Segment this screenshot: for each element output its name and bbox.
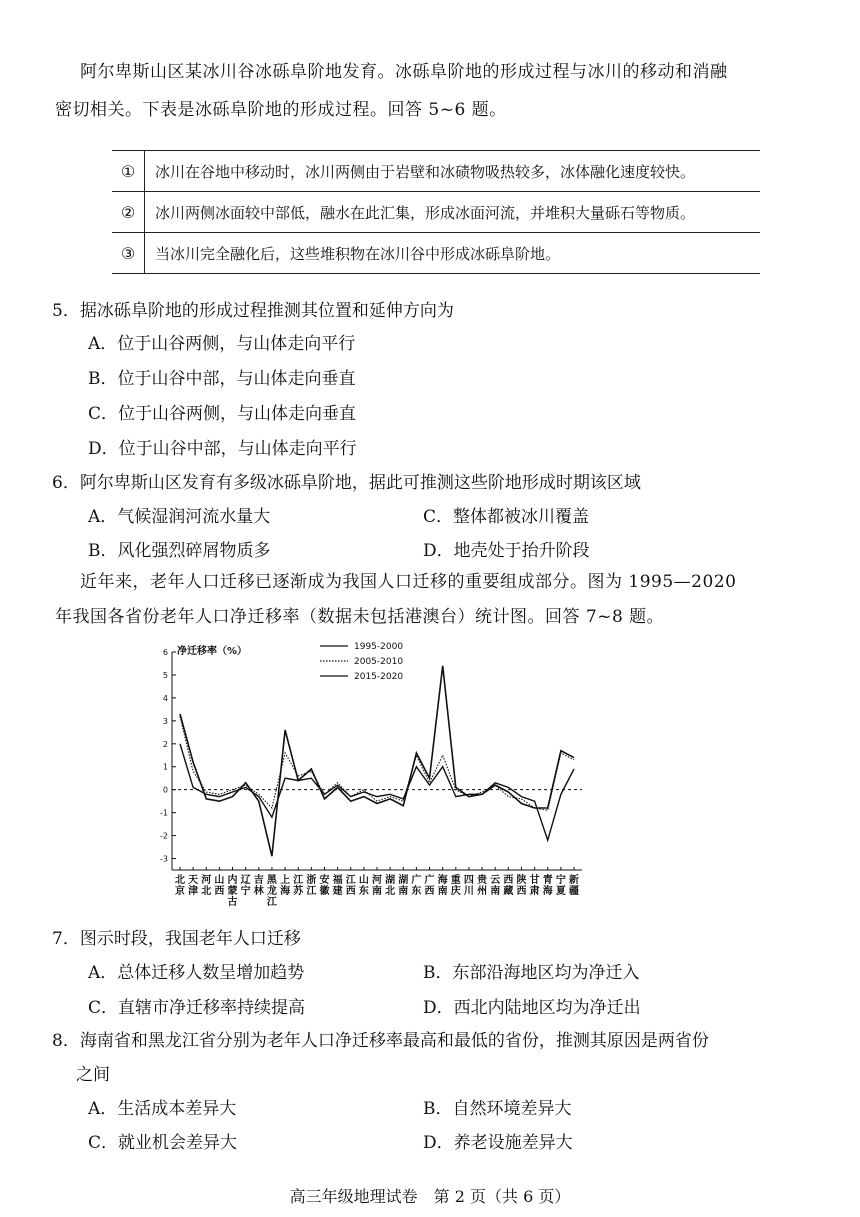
y-tick-label: -3 <box>160 854 168 864</box>
series-line-2015-2020 <box>180 666 574 856</box>
y-tick-label: 5 <box>162 670 168 680</box>
question-5-option-a: A．位于山谷两侧，与山体走向平行 <box>88 334 356 354</box>
intro-2-line-2: 年我国各省份老年人口净迁移率（数据未包括港澳台）统计图。回答 7~8 题。 <box>55 607 665 627</box>
intro-2-line-1-wrap <box>80 565 736 599</box>
question-7-option-d: D．西北内陆地区均为净迁出 <box>423 998 641 1018</box>
legend-entry: 1995-2000 <box>354 642 404 652</box>
category-label: 黑龙江 <box>266 875 277 908</box>
y-tick-label: 1 <box>162 762 168 772</box>
category-label: 海南 <box>437 875 448 897</box>
category-label: 上海 <box>280 875 291 897</box>
question-5-option-c: C．位于山谷两侧，与山体走向垂直 <box>88 404 357 424</box>
y-axis-label: 净迁移率（%） <box>177 646 248 657</box>
category-label: 河北 <box>201 875 212 897</box>
chart-category-labels <box>175 867 579 908</box>
chart-series <box>180 666 574 856</box>
question-7-stem: 7．图示时段，我国老年人口迁移 <box>52 929 301 949</box>
y-tick-label: 6 <box>162 648 168 657</box>
intro-1-line-2: 密切相关。下表是冰砾阜阶地的形成过程。回答 5~6 题。 <box>55 100 507 120</box>
question-5-option-b: B．位于山谷中部，与山体走向垂直 <box>88 369 356 389</box>
step-number: ③ <box>112 233 145 274</box>
category-label: 辽宁 <box>240 875 251 897</box>
category-label: 安徽 <box>319 875 330 897</box>
intro-2-line-2-wrap <box>55 600 664 634</box>
question-8-stem-line-1: 8．海南省和黑龙江省分别为老年人口净迁移率最高和最低的省份，推测其原因是两省份 <box>52 1031 709 1051</box>
category-label: 宁夏 <box>555 875 566 897</box>
step-text: 冰川两侧冰面较中部低，融水在此汇集，形成冰面河流，并堆积大量砾石等物质。 <box>145 192 761 233</box>
category-label: 内蒙古 <box>227 875 238 908</box>
step-number: ① <box>112 151 145 192</box>
category-label: 福建 <box>332 875 343 897</box>
y-tick-label: 0 <box>162 785 168 795</box>
category-label: 甘肃 <box>529 875 540 897</box>
legend-entry: 2015-2020 <box>354 672 404 682</box>
category-label: 北京 <box>175 875 185 897</box>
category-label: 西藏 <box>503 875 514 897</box>
category-label: 湖北 <box>385 875 396 897</box>
question-6-option-b: B．风化强烈碎屑物质多 <box>88 541 271 561</box>
question-7-option-b: B．东部沿海地区均为净迁入 <box>423 963 640 983</box>
question-7-option-a: A．总体迁移人数呈增加趋势 <box>88 963 305 983</box>
category-label: 新疆 <box>569 875 579 897</box>
question-5-stem: 5．据冰砾阜阶地的形成过程推测其位置和延伸方向为 <box>52 301 454 321</box>
category-label: 广东 <box>411 875 422 897</box>
question-6-stem: 6．阿尔卑斯山区发育有多级冰砾阜阶地，据此可推测这些阶地形成时期该区域 <box>52 473 641 493</box>
legend-entry: 2005-2010 <box>354 657 404 667</box>
question-7-option-c: C．直辖市净迁移率持续提高 <box>88 998 306 1018</box>
migration-rate-chart <box>150 638 600 918</box>
category-label: 重庆 <box>450 875 461 897</box>
category-label: 浙江 <box>306 875 317 897</box>
category-label: 云南 <box>490 875 501 897</box>
series-line-1995-2000 <box>180 744 574 840</box>
question-5-option-d: D．位于山谷中部，与山体走向平行 <box>88 439 357 459</box>
y-tick-label: 2 <box>162 739 168 749</box>
intro-paragraph-1 <box>80 55 728 89</box>
y-tick-label: 4 <box>162 693 168 703</box>
chart-legend <box>320 642 403 682</box>
intro-2-line-1: 近年来，老年人口迁移已逐渐成为我国人口迁移的重要组成部分。图为 1995—2020 <box>80 572 737 592</box>
y-tick-label: 3 <box>162 716 168 726</box>
question-8-option-b: B．自然环境差异大 <box>423 1099 572 1119</box>
y-tick-label: -1 <box>160 808 168 818</box>
category-label: 山东 <box>358 875 369 897</box>
category-label: 贵州 <box>477 875 488 897</box>
category-label: 广西 <box>424 875 435 897</box>
table-row <box>112 233 760 274</box>
category-label: 河南 <box>372 875 382 897</box>
question-8-option-c: C．就业机会差异大 <box>88 1133 238 1153</box>
table-row <box>112 192 760 233</box>
category-label: 天津 <box>188 875 199 897</box>
question-8-option-d: D．养老设施差异大 <box>423 1133 573 1153</box>
category-label: 陕西 <box>516 875 527 897</box>
question-6-option-a: A．气候湿润河流水量大 <box>88 507 271 527</box>
table-row <box>112 151 760 192</box>
step-number: ② <box>112 192 145 233</box>
intro-1-line-1: 阿尔卑斯山区某冰川谷冰砾阜阶地发育。冰砾阜阶地的形成过程与冰川的移动和消融 <box>80 62 728 82</box>
category-label: 江西 <box>345 875 356 897</box>
question-6-option-c: C．整体都被冰川覆盖 <box>423 507 590 527</box>
category-label: 吉林 <box>253 875 264 897</box>
category-label: 湖南 <box>398 875 409 897</box>
category-label: 青海 <box>542 875 553 897</box>
category-label: 四川 <box>463 875 474 897</box>
intro-1-line-2-wrap <box>55 93 507 127</box>
step-text: 当冰川完全融化后，这些堆积物在冰川谷中形成冰砾阜阶地。 <box>145 233 761 274</box>
y-tick-label: -2 <box>160 831 168 841</box>
step-text: 冰川在谷地中移动时，冰川两侧由于岩壁和冰碛物吸热较多，冰体融化速度较快。 <box>145 151 761 192</box>
question-6-option-d: D．地壳处于抬升阶段 <box>423 541 590 561</box>
question-8-stem-line-2: 之间 <box>76 1065 110 1085</box>
category-label: 山西 <box>214 875 225 897</box>
formation-process-table <box>112 150 760 274</box>
question-8-option-a: A．生活成本差异大 <box>88 1099 237 1119</box>
category-label: 江苏 <box>293 875 304 897</box>
page-footer: 高三年级地理试卷 第 2 页（共 6 页） <box>289 1187 571 1206</box>
